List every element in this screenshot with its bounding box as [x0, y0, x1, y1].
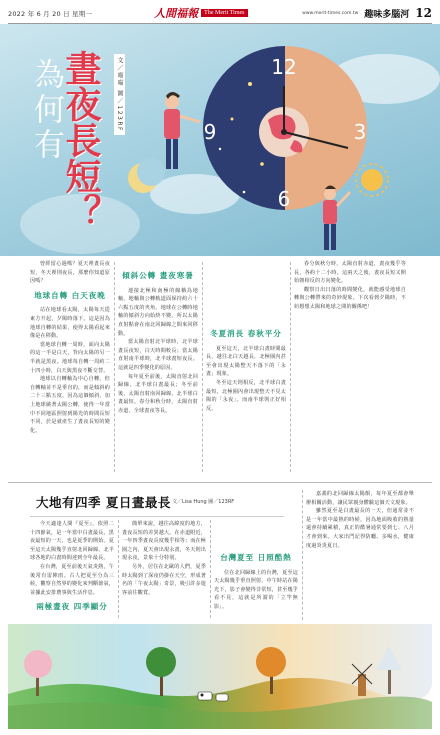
article1-subhead-2: 傾斜公轉 晝夜寒暑	[122, 271, 194, 280]
article1-subhead-1: 地球自轉 白天夜晚	[34, 290, 106, 300]
article2-paragraph: 雖然夏至是白晝最長的一天，但通常並不是一年當中最熱的時候，因為地面吸收的熱量還會持續累積，真正的酷暑通常要到七、八月才會到來。大家出門記得防曬、多喝水，健康度過炎炎夏日。	[306, 508, 414, 549]
article-separator	[8, 482, 432, 483]
column-divider	[114, 262, 115, 472]
article1-paragraph: 當太陽直射北半球時，北半球晝長夜短，白天時間較長；當太陽直射南半球時，北半球晝短夜長。這就是四季變化的原因。	[118, 339, 198, 371]
page-header	[8, 3, 432, 23]
article1-paragraph: 每年夏至前後，太陽直射北回歸線，北半球白晝最長；冬至前後，太陽直射南回歸線，北半球白晝最短。春分和秋分時，太陽直射赤道，全球晝夜等長。	[118, 373, 198, 414]
article2-column-4	[306, 490, 414, 550]
article1-column-2	[118, 260, 198, 416]
article1-column-1	[30, 260, 110, 435]
svg-text:12: 12	[271, 55, 297, 79]
hero-illustration	[0, 24, 440, 256]
article1-paragraph: 觀察日出日落的時間變化，就能感受地球自轉與公轉帶來的奇妙現象。下次看到夕陽時，不妨想想太陽和地球之間的關係吧！	[294, 286, 406, 310]
column-divider	[210, 520, 211, 618]
column-divider	[302, 490, 303, 620]
article2-paragraph: 另外，居住在北歐的人們，夏季時太陽到了深夜仍掛在天空，形成著名的「午夜太陽」奇景，吸引許多遊客前往觀賞。	[122, 563, 206, 596]
article1-paragraph: 連接北極和南極的線稱為地軸，地軸與公轉軌道面保持約六十六點五度的夾角。地球在公轉時地軸的傾斜方向始終不變，所以太陽直射點會在南北回歸線之間來回移動。	[118, 287, 198, 337]
article2-paragraph: 在台灣，夏至前後天氣炎熱，午後常有雷陣雨。古人把夏至分為三候，觀察自然界的變化來判斷節氣，並據此安排農事與生活作息。	[30, 563, 114, 596]
article2-subhead-2: 台灣夏至 日照酷熱	[220, 553, 292, 562]
article1-paragraph: 站在地球看太陽，太陽每天從東方升起，夕陽時落下。這是因為地球自轉的結果，使得太陽看起來像是在移動。	[30, 307, 110, 340]
column-divider	[202, 262, 203, 472]
article2-column-1	[30, 520, 114, 618]
article1-column-3	[206, 260, 286, 413]
sun-icon	[356, 164, 388, 196]
article2-column-3	[214, 496, 298, 612]
crescent-moon-icon	[128, 158, 165, 193]
hero-byline: 文／喵喵 圖／123RF	[114, 54, 125, 135]
svg-text:6: 6	[277, 187, 291, 211]
masthead-logo[interactable]	[154, 5, 247, 21]
page-number: 12	[415, 6, 432, 20]
section-title: 趣味多腦河	[364, 9, 410, 20]
four-seasons-landscape-illustration	[8, 624, 432, 729]
hero-title: 晝夜長短？	[60, 50, 101, 230]
svg-text:3: 3	[353, 120, 367, 144]
article2-paragraph: 位在北回歸線上的台灣，夏至這天太陽幾乎垂直照射，中午時站在陽光下，影子會變得非常短，甚至幾乎看不見，這就是所謂的「立竿無影」。	[214, 569, 298, 610]
article2-byline: 文／Lisa Hung 圖／123RF	[172, 499, 235, 505]
article2-paragraph: 嘉義的北回歸線太陽館，每年夏至都會舉辦相關活動，讓民眾親身體驗這個天文現象。	[306, 491, 414, 506]
article2-title: 大地有四季 夏日晝最長	[36, 495, 171, 510]
landscape-graphic	[8, 624, 432, 729]
logo-english: The Merit Times	[201, 9, 247, 17]
article2-paragraph: 今天適逢人間『夏至』，依照二十四節氣，是一年當中白晝最長、黑夜最短的一天，也是夏季的開始。夏至這天太陽幾乎直射北回歸線，北半球各地的白晝時間達到全年最長。	[30, 521, 114, 562]
svg-text:9: 9	[203, 120, 217, 144]
article1-column-4	[294, 260, 406, 312]
logo-chinese: 人間福報	[154, 7, 199, 20]
issue-date: 2022 年 6 月 20 日 星期一	[8, 9, 93, 18]
column-divider	[290, 262, 291, 472]
site-url[interactable]: www.merit-times.com.tw	[302, 10, 359, 16]
article1-paragraph: 當地球自轉一周時，面向太陽的這一半是白天，背向太陽的另一半就是黑夜。地球每自轉一周約二十四小時，白天與黑夜不斷交替。	[30, 341, 110, 374]
article2-column-2	[122, 520, 206, 597]
article1-paragraph: 冬至這天則相反，北半球白晝最短，北極圈內會出現整天不見太陽的「永夜」。而南半球則正好相反。	[206, 379, 286, 412]
person-left-figure	[164, 92, 200, 169]
person-right-figure	[323, 186, 350, 251]
article2-paragraph: 簡單來說，越往高緯度的地方，晝夜長短的差異越大。在赤道附近，一年四季晝夜長度幾乎相等；而在極圈之內，夏天會出現永晝，冬天則出現永夜，景象十分特別。	[122, 521, 206, 562]
article1-subhead-3: 冬夏消長 春秋平分	[210, 329, 282, 338]
hero-subtitle: 為何有	[28, 58, 64, 163]
article1-paragraph: 地球以自轉軸為中心自轉，但自轉軸並不是垂直的，而是傾斜約二十三點五度。因為這個傾斜，加上地球繞著太陽公轉，使得一年當中不同地區照射到陽光的時間長短不同，於是就產生了晝夜長短的變化。	[30, 376, 110, 434]
article1-paragraph: 夏至這天，北半球白晝時間最長，越往北白天越長，北極圈內甚至會出現太陽整天不落下的「永晝」現象。	[206, 345, 286, 378]
article1-intro-paragraph: 曾經留心過嗎？夏天裡晝長夜短，冬天裡則夜長，那麼你知道原因嗎？	[30, 261, 110, 285]
article1-paragraph: 春分與秋分時，太陽直射赤道，晝夜幾乎等長，各約十二小時。這兩天之後，晝夜長短又開始朝相反的方向變化。	[294, 261, 406, 285]
column-divider	[118, 520, 119, 618]
article2-subhead-1: 兩極晝夜 四季顯分	[36, 602, 108, 612]
